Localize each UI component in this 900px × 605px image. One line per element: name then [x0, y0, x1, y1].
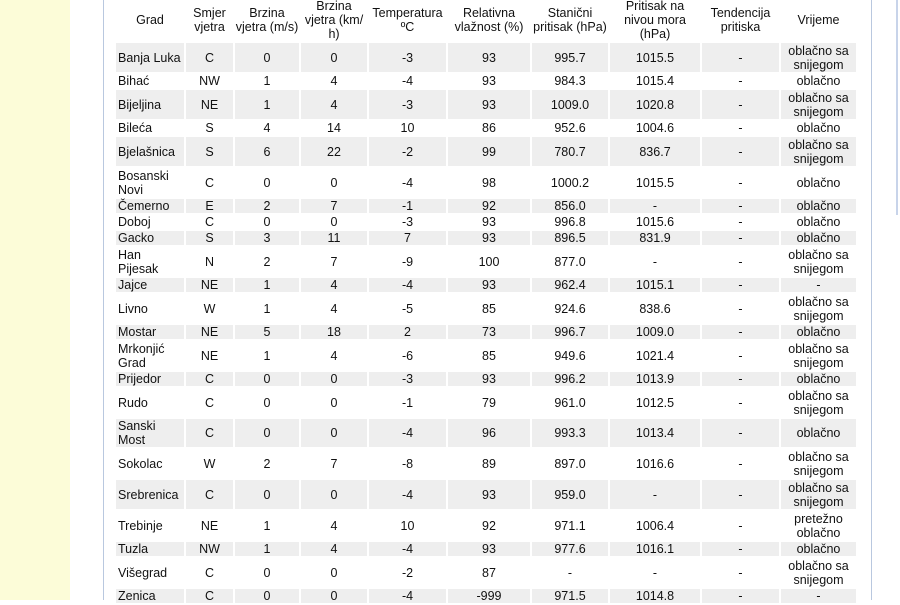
cell-humidity: 93	[448, 43, 530, 72]
cell-pressure-tendency: -	[702, 325, 779, 339]
cell-pressure-tendency: -	[702, 372, 779, 386]
cell-wind-speed-ms: 2	[263, 254, 271, 269]
cell-wind-speed-kmh: 4	[330, 301, 338, 316]
table-row	[116, 121, 856, 135]
cell-wind-speed-ms: 0	[235, 589, 299, 603]
cell-humidity: 100	[478, 254, 500, 269]
cell-weather: -	[781, 278, 856, 292]
cell-pressure-tendency: -	[738, 215, 743, 229]
cell-humidity: 92	[482, 518, 496, 533]
cell-humidity: 85	[482, 348, 496, 363]
cell-wind-direction: C	[186, 419, 233, 447]
cell-wind-speed-kmh: 14	[327, 121, 341, 135]
cell-city: Gacko	[116, 231, 184, 245]
cell-wind-direction: S	[205, 121, 214, 135]
cell-wind-speed-ms: 0	[235, 43, 299, 72]
cell-station-pressure: 897.0	[554, 456, 586, 471]
cell-station-pressure: 959.0	[532, 480, 608, 509]
cell-weather: oblačno sa snijegom	[781, 90, 856, 119]
cell-weather: oblačno sa snijegom	[788, 247, 849, 276]
cell-wind-direction: C	[186, 480, 233, 509]
cell-weather: oblačno sa snijegom	[788, 558, 849, 587]
cell-wind-direction: NE	[186, 90, 233, 119]
cell-temperature: -1	[401, 395, 414, 410]
cell-weather: oblačno sa snijegom	[788, 341, 849, 370]
cell-wind-speed-kmh: 0	[330, 215, 338, 229]
cell-weather: oblačno sa snijegom	[788, 294, 849, 323]
table-row	[116, 168, 856, 197]
cell-city: Prijedor	[116, 372, 184, 386]
table-row	[116, 589, 856, 603]
cell-station-pressure: 971.5	[532, 589, 608, 603]
cell-humidity: 99	[448, 137, 530, 166]
cell-wind-speed-kmh: 0	[301, 372, 367, 386]
cell-wind-direction: NW	[199, 74, 220, 88]
cell-wind-speed-kmh: 0	[330, 175, 338, 190]
cell-station-pressure: 780.7	[532, 137, 608, 166]
cell-humidity: 87	[482, 565, 496, 580]
cell-sea-level-pressure: 1021.4	[635, 348, 675, 363]
cell-temperature: 10	[400, 121, 415, 135]
table-row	[116, 231, 856, 245]
cell-pressure-tendency: -	[702, 90, 779, 119]
cell-weather: oblačno	[781, 542, 856, 556]
cell-humidity: -999	[448, 589, 530, 603]
cell-city: Sanski Most	[116, 419, 184, 447]
cell-wind-speed-ms: 5	[235, 325, 299, 339]
cell-pressure-tendency: -	[702, 199, 779, 213]
cell-wind-speed-ms: 0	[235, 419, 299, 447]
cell-weather: oblačno	[781, 231, 856, 245]
cell-temperature: -3	[369, 43, 446, 72]
cell-city: Bijeljina	[116, 90, 184, 119]
cell-wind-direction: NW	[186, 542, 233, 556]
cell-city: Tuzla	[116, 542, 184, 556]
cell-wind-direction: C	[204, 215, 215, 229]
cell-wind-direction: S	[186, 231, 233, 245]
cell-humidity: 85	[482, 301, 496, 316]
cell-city: Jajce	[116, 278, 184, 292]
left-gutter	[0, 0, 70, 600]
cell-wind-speed-kmh: 0	[330, 395, 338, 410]
cell-weather: pretežno oblačno	[794, 511, 843, 540]
cell-wind-speed-kmh: 4	[330, 518, 338, 533]
cell-sea-level-pressure: 836.7	[610, 137, 700, 166]
table-body	[116, 43, 856, 603]
cell-humidity: 93	[448, 542, 530, 556]
table-row	[116, 558, 856, 587]
col-header-weather: Vrijeme	[797, 13, 840, 27]
cell-wind-speed-ms: 1	[263, 348, 271, 363]
cell-city: Doboj	[118, 215, 151, 229]
cell-city: Zenica	[116, 589, 184, 603]
cell-station-pressure: 984.3	[554, 74, 586, 88]
cell-station-pressure: 1009.0	[532, 90, 608, 119]
col-header-temperature: Temperatura ºC	[372, 6, 443, 34]
cell-temperature: -3	[369, 372, 446, 386]
cell-weather: oblačno sa snijegom	[788, 388, 849, 417]
cell-temperature: -1	[369, 199, 446, 213]
table-row	[116, 247, 856, 276]
cell-wind-speed-ms: 0	[263, 215, 271, 229]
cell-station-pressure: 996.7	[532, 325, 608, 339]
cell-wind-speed-kmh: 4	[301, 278, 367, 292]
cell-wind-direction: C	[204, 175, 215, 190]
cell-sea-level-pressure: -	[652, 565, 658, 580]
cell-wind-speed-ms: 0	[263, 395, 271, 410]
cell-temperature: 7	[369, 231, 446, 245]
cell-station-pressure: 977.6	[532, 542, 608, 556]
table-row	[116, 43, 856, 72]
cell-temperature: -4	[401, 175, 414, 190]
table-row	[116, 511, 856, 540]
cell-pressure-tendency: -	[702, 542, 779, 556]
cell-station-pressure: 996.2	[532, 372, 608, 386]
cell-wind-speed-ms: 0	[235, 480, 299, 509]
cell-wind-speed-kmh: 7	[330, 254, 338, 269]
cell-wind-direction: NE	[186, 278, 233, 292]
cell-station-pressure: 1000.2	[550, 175, 590, 190]
table-row	[116, 480, 856, 509]
col-header-pressure-tendency: Tendencija pritiska	[710, 6, 771, 34]
cell-temperature: -8	[401, 456, 414, 471]
cell-sea-level-pressure: -	[652, 254, 658, 269]
cell-wind-direction: NE	[186, 325, 233, 339]
cell-sea-level-pressure: -	[610, 199, 700, 213]
cell-temperature: -3	[369, 90, 446, 119]
cell-wind-speed-ms: 1	[235, 278, 299, 292]
cell-humidity: 92	[448, 199, 530, 213]
cell-city: Čemerno	[116, 199, 184, 213]
cell-temperature: -4	[369, 589, 446, 603]
cell-pressure-tendency: -	[702, 419, 779, 447]
cell-wind-speed-ms: 1	[235, 542, 299, 556]
col-header-station-pressure: Stanični pritisak (hPa)	[533, 6, 607, 34]
table-row	[116, 278, 856, 292]
cell-humidity: 93	[448, 278, 530, 292]
scrollbar[interactable]	[896, 0, 898, 215]
cell-weather: oblačno	[796, 74, 841, 88]
cell-sea-level-pressure: 838.6	[639, 301, 671, 316]
col-header-wind-speed-kmh: Brzina vjetra (km/ h)	[304, 0, 364, 41]
table-row	[116, 449, 856, 478]
cell-temperature: -4	[369, 278, 446, 292]
cell-pressure-tendency: -	[738, 395, 743, 410]
cell-sea-level-pressure: 1015.5	[610, 43, 700, 72]
cell-pressure-tendency: -	[702, 43, 779, 72]
cell-weather: oblačno	[781, 419, 856, 447]
cell-weather: oblačno sa snijegom	[788, 449, 849, 478]
cell-station-pressure: 924.6	[554, 301, 586, 316]
cell-wind-speed-ms: 1	[235, 90, 299, 119]
cell-pressure-tendency: -	[738, 175, 743, 190]
cell-wind-speed-kmh: 18	[301, 325, 367, 339]
table-row	[116, 199, 856, 213]
panel-border-right	[871, 0, 872, 600]
cell-weather: oblačno sa snijegom	[781, 137, 856, 166]
table-row	[116, 419, 856, 447]
cell-wind-speed-kmh: 0	[301, 43, 367, 72]
panel-border-left	[103, 0, 104, 600]
cell-humidity: 93	[448, 480, 530, 509]
cell-wind-direction: C	[186, 43, 233, 72]
cell-wind-direction: C	[186, 372, 233, 386]
cell-station-pressure: -	[567, 565, 573, 580]
cell-city: Trebinje	[118, 518, 163, 533]
cell-sea-level-pressure: 1004.6	[635, 121, 675, 135]
cell-humidity: 86	[482, 121, 496, 135]
header-row	[116, 0, 856, 41]
cell-humidity: 93	[448, 372, 530, 386]
cell-sea-level-pressure: -	[610, 480, 700, 509]
cell-city: Mostar	[116, 325, 184, 339]
cell-city: Srebrenica	[116, 480, 184, 509]
cell-wind-speed-ms: 2	[235, 199, 299, 213]
table-row	[116, 90, 856, 119]
table-row	[116, 542, 856, 556]
cell-wind-speed-kmh: 0	[301, 419, 367, 447]
cell-city: Banja Luka	[116, 43, 184, 72]
cell-humidity: 98	[482, 175, 496, 190]
cell-wind-speed-kmh: 4	[301, 542, 367, 556]
cell-wind-speed-kmh: 4	[330, 348, 338, 363]
cell-sea-level-pressure: 1009.0	[610, 325, 700, 339]
cell-wind-speed-ms: 1	[263, 518, 271, 533]
cell-humidity: 89	[482, 456, 496, 471]
col-header-city: Grad	[136, 13, 164, 27]
col-header-humidity: Relativna vlažnost (%)	[454, 6, 524, 34]
cell-wind-speed-ms: 0	[263, 175, 271, 190]
cell-sea-level-pressure: 1015.5	[635, 175, 675, 190]
cell-city: Mrkonjić Grad	[118, 341, 165, 370]
cell-temperature: -9	[401, 254, 414, 269]
cell-wind-speed-ms: 6	[235, 137, 299, 166]
cell-wind-speed-ms: 0	[235, 372, 299, 386]
cell-pressure-tendency: -	[738, 121, 743, 135]
cell-wind-direction: C	[204, 395, 215, 410]
cell-wind-speed-kmh: 0	[301, 589, 367, 603]
cell-wind-speed-kmh: 7	[330, 456, 338, 471]
cell-temperature: -2	[401, 565, 414, 580]
table-row	[116, 215, 856, 229]
cell-wind-speed-kmh: 0	[301, 480, 367, 509]
cell-temperature: -4	[369, 419, 446, 447]
cell-station-pressure: 961.0	[554, 395, 586, 410]
cell-weather: oblačno	[796, 121, 841, 135]
cell-temperature: -4	[369, 542, 446, 556]
cell-city: Sokolac	[118, 456, 163, 471]
cell-sea-level-pressure: 1013.9	[610, 372, 700, 386]
col-header-wind-direction: Smjer vjetra	[193, 6, 226, 34]
cell-weather: oblačno	[796, 175, 841, 190]
cell-wind-speed-ms: 2	[263, 456, 271, 471]
cell-pressure-tendency: -	[738, 456, 743, 471]
cell-weather: oblačno sa snijegom	[781, 480, 856, 509]
cell-humidity: 79	[482, 395, 496, 410]
cell-station-pressure: 877.0	[554, 254, 586, 269]
cell-pressure-tendency: -	[702, 480, 779, 509]
cell-wind-direction: E	[186, 199, 233, 213]
cell-humidity: 93	[448, 90, 530, 119]
cell-city: Han Pijesak	[118, 247, 159, 276]
cell-pressure-tendency: -	[738, 565, 743, 580]
cell-station-pressure: 995.7	[532, 43, 608, 72]
cell-station-pressure: 952.6	[554, 121, 586, 135]
cell-station-pressure: 896.5	[532, 231, 608, 245]
cell-sea-level-pressure: 1016.1	[610, 542, 700, 556]
cell-pressure-tendency: -	[702, 231, 779, 245]
cell-sea-level-pressure: 1014.8	[610, 589, 700, 603]
cell-temperature: -2	[369, 137, 446, 166]
cell-sea-level-pressure: 1015.1	[610, 278, 700, 292]
cell-city: Bosanski Novi	[118, 168, 169, 197]
table-row	[116, 372, 856, 386]
cell-weather: oblačno	[796, 215, 841, 229]
cell-wind-speed-kmh: 11	[301, 231, 367, 245]
table-row	[116, 137, 856, 166]
cell-pressure-tendency: -	[738, 348, 743, 363]
cell-pressure-tendency: -	[702, 589, 779, 603]
table-row	[116, 388, 856, 417]
cell-wind-direction: S	[186, 137, 233, 166]
cell-city: Bihać	[118, 74, 150, 88]
cell-station-pressure: 993.3	[532, 419, 608, 447]
cell-wind-speed-kmh: 22	[301, 137, 367, 166]
cell-wind-speed-ms: 1	[263, 301, 271, 316]
cell-sea-level-pressure: 1020.8	[610, 90, 700, 119]
cell-wind-speed-ms: 3	[235, 231, 299, 245]
cell-sea-level-pressure: 1015.6	[635, 215, 675, 229]
cell-temperature: 2	[369, 325, 446, 339]
cell-wind-speed-ms: 4	[263, 121, 271, 135]
cell-sea-level-pressure: 1015.4	[635, 74, 675, 88]
cell-pressure-tendency: -	[702, 137, 779, 166]
cell-weather: oblačno	[781, 372, 856, 386]
cell-wind-direction: C	[204, 565, 215, 580]
cell-sea-level-pressure: 1016.6	[635, 456, 675, 471]
cell-humidity: 73	[448, 325, 530, 339]
table-row	[116, 74, 856, 88]
cell-city: Bileća	[118, 121, 153, 135]
cell-sea-level-pressure: 1006.4	[635, 518, 675, 533]
weather-table	[114, 0, 858, 605]
cell-wind-speed-ms: 0	[263, 565, 271, 580]
cell-humidity: 93	[448, 231, 530, 245]
cell-pressure-tendency: -	[702, 278, 779, 292]
cell-temperature: -5	[401, 301, 414, 316]
cell-city: Višegrad	[118, 565, 168, 580]
cell-humidity: 93	[482, 74, 496, 88]
cell-weather: oblačno sa snijegom	[781, 43, 856, 72]
cell-sea-level-pressure: 1013.4	[610, 419, 700, 447]
cell-city: Bjelašnica	[116, 137, 184, 166]
cell-pressure-tendency: -	[738, 301, 743, 316]
cell-sea-level-pressure: 831.9	[610, 231, 700, 245]
table-row	[116, 325, 856, 339]
cell-wind-direction: NE	[200, 518, 219, 533]
cell-wind-direction: W	[203, 301, 216, 316]
cell-humidity: 93	[482, 215, 496, 229]
cell-wind-direction: W	[203, 456, 216, 471]
cell-wind-speed-kmh: 0	[330, 565, 338, 580]
cell-city: Livno	[118, 301, 148, 316]
table-row	[116, 341, 856, 370]
cell-temperature: -4	[401, 74, 414, 88]
cell-station-pressure: 962.4	[532, 278, 608, 292]
cell-sea-level-pressure: 1012.5	[635, 395, 675, 410]
cell-humidity: 96	[448, 419, 530, 447]
cell-wind-direction: C	[186, 589, 233, 603]
cell-station-pressure: 971.1	[554, 518, 586, 533]
cell-temperature: -4	[369, 480, 446, 509]
cell-pressure-tendency: -	[738, 254, 743, 269]
col-header-wind-speed-ms: Brzina vjetra (m/s)	[235, 6, 299, 34]
cell-temperature: -3	[401, 215, 414, 229]
cell-weather: oblačno	[781, 199, 856, 213]
cell-wind-speed-kmh: 4	[301, 90, 367, 119]
table-row	[116, 294, 856, 323]
cell-temperature: 10	[400, 518, 415, 533]
cell-temperature: -6	[401, 348, 414, 363]
cell-wind-speed-kmh: 7	[301, 199, 367, 213]
cell-pressure-tendency: -	[738, 518, 743, 533]
cell-station-pressure: 996.8	[554, 215, 586, 229]
cell-city: Rudo	[118, 395, 148, 410]
col-header-sea-level-pressure: Pritisak na nivou mora (hPa)	[624, 0, 686, 41]
cell-station-pressure: 949.6	[554, 348, 586, 363]
cell-wind-direction: NE	[200, 348, 219, 363]
cell-pressure-tendency: -	[738, 74, 743, 88]
cell-wind-speed-kmh: 4	[330, 74, 338, 88]
cell-wind-speed-ms: 1	[263, 74, 271, 88]
cell-station-pressure: 856.0	[532, 199, 608, 213]
cell-weather: -	[781, 589, 856, 603]
cell-wind-direction: N	[204, 254, 215, 269]
cell-weather: oblačno	[781, 325, 856, 339]
